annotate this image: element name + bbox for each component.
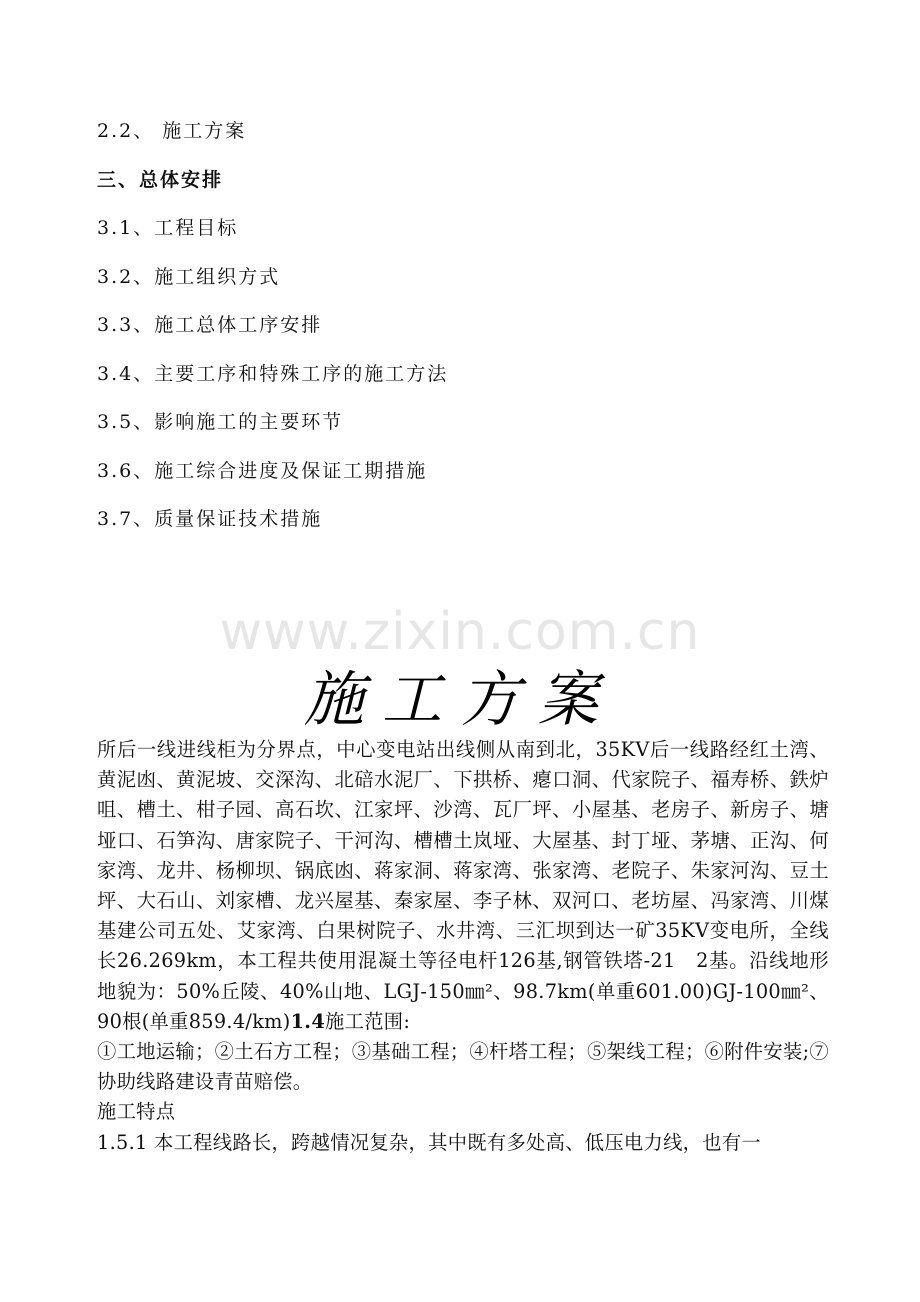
paragraph-1-5-1: 1.5.1 本工程线路长，跨越情况复杂，其中既有多处高、低压电力线，也有一	[97, 1130, 762, 1154]
section-number-1-4: 1.4	[290, 1009, 326, 1033]
toc-item-3-7: 3.7、质量保证技术措施	[97, 508, 323, 530]
toc-item-2-2: 2.2、 施工方案	[97, 120, 247, 142]
route-text: 所后一线进线柜为分界点，中心变电站出线侧从南到北，35KV后一线路经红土湾、黄泥凼、黄泥坡、交深沟、北碚水泥厂、下拱桥、瘪口洞、代家院子、福寿桥、鉄炉咀、槽土、柑子园、高石坎、江家坪、沙湾、瓦厂坪、小屋基、老房子、新房子、塘垭口、石笋沟、唐家院子、干河沟、槽槽土岚垭、大屋基、封丁垭、茅塘、正沟、何家湾、龙井、杨柳坝、锅底凼、蒋家洞、蒋家湾、张家湾、老院子、朱家河沟、豆土坪、大石山、刘家槽、龙兴屋基、秦家屋、李子林、双河口、老坊屋、冯家湾、川煤基建公司五处、艾家湾、白果树院子、水井湾、三汇坝到达一矿35KV变电所，全线长26.269km，本工程共使用混凝土等径电杆126基,钢管铁塔-21 2基。沿线地形地貌为：50%丘陵、40%山地、LGJ-150㎜²、98.7km(单重601.00)GJ-100㎜²、90根(单重859.4/km)	[97, 738, 829, 1033]
toc-item-3-2: 3.2、施工组织方式	[97, 265, 281, 288]
table-of-contents	[97, 116, 857, 553]
toc-item-3-5: 3.5、影响施工的主要环节	[97, 411, 344, 433]
toc-item-3-6: 3.6、施工综合进度及保证工期措施	[97, 459, 428, 482]
paragraph-features-heading: 施工特点	[97, 1100, 176, 1124]
scope-heading: 施工范围:	[325, 1009, 411, 1033]
toc-item-3-1: 3.1、工程目标	[97, 217, 239, 239]
toc-heading-section-3: 三、总体安排	[97, 168, 224, 191]
document-body	[97, 735, 829, 1158]
toc-item-3-3: 3.3、施工总体工序安排	[97, 314, 323, 336]
watermark: www.zixin.com.cn	[219, 602, 701, 662]
paragraph-scope-list: ①工地运输；②土石方工程；③基础工程；④杆塔工程；⑤架线工程；⑥附件安装;⑦协助线路建设青苗赔偿。	[97, 1040, 829, 1094]
document-title: 施工方案	[304, 665, 616, 735]
paragraph-route	[97, 735, 829, 1037]
toc-item-3-4: 3.4、主要工序和特殊工序的施工方法	[97, 362, 449, 385]
